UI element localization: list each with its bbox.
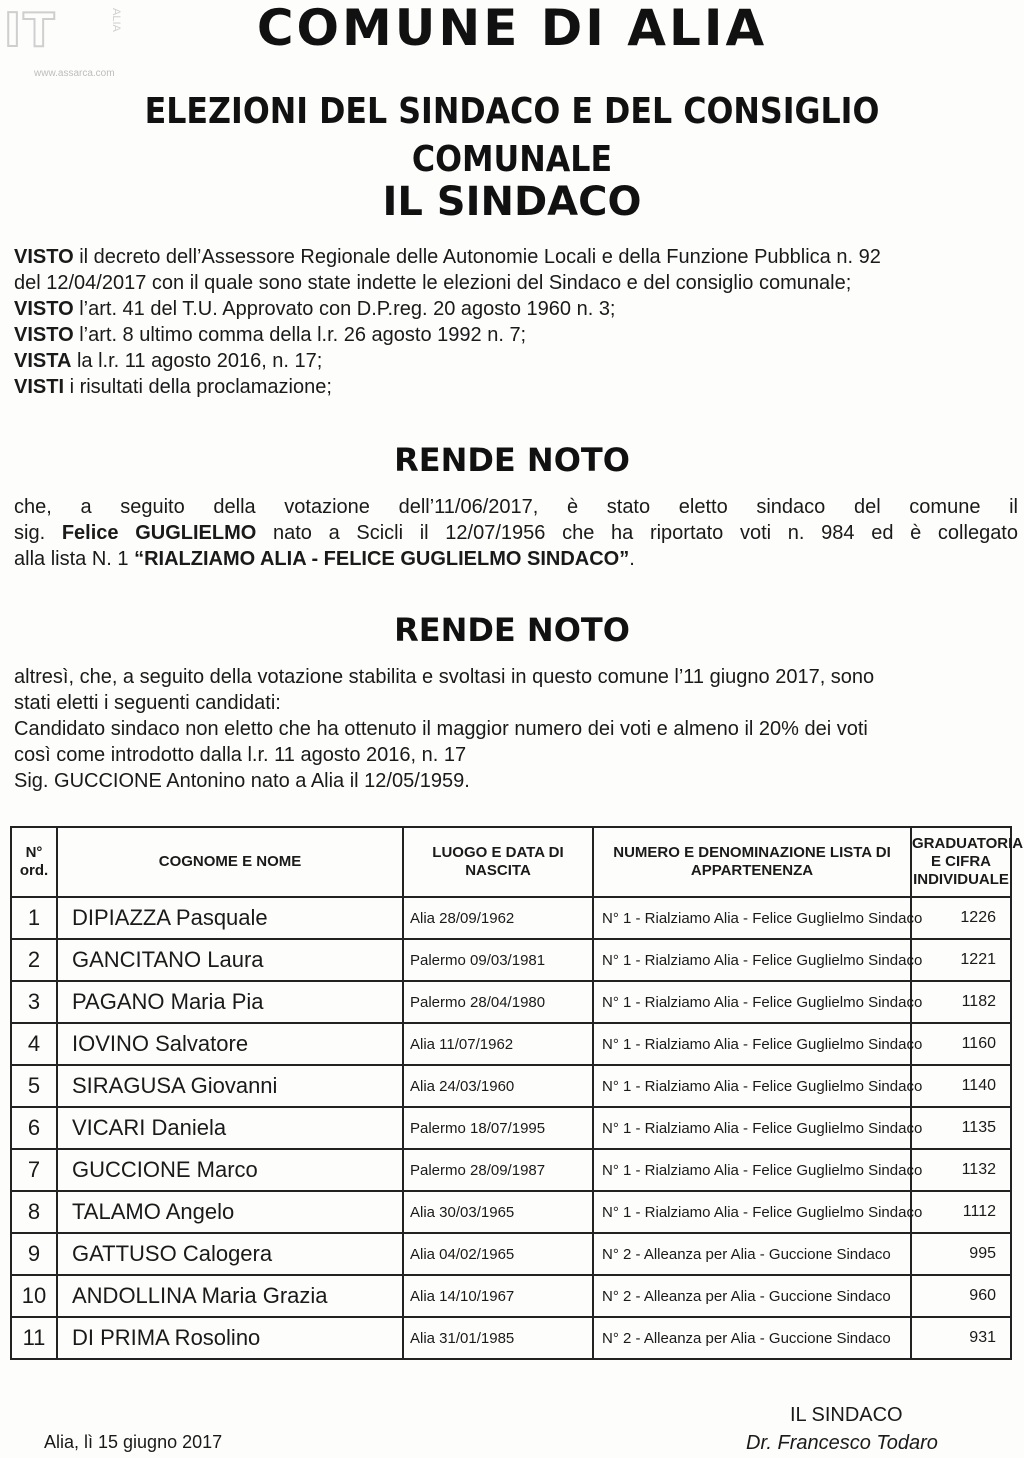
cell-birth: Alia 11/07/1962 xyxy=(403,1023,593,1065)
document-subtitle: ELEZIONI DEL SINDACO E DEL CONSIGLIO COMUNALE xyxy=(144,91,880,180)
cell-name: IOVINO Salvatore xyxy=(57,1023,403,1065)
cell-list: N° 1 - Rialziamo Alia - Felice Guglielmo Sindaco xyxy=(593,897,911,939)
notice-line: stati eletti i seguenti candidati: xyxy=(14,692,281,714)
cell-votes: 1226 xyxy=(911,897,1011,939)
cell-votes: 1112 xyxy=(911,1191,1011,1233)
cell-list: N° 1 - Rialziamo Alia - Felice Guglielmo Sindaco xyxy=(593,1107,911,1149)
notice-line: Sig. GUCCIONE Antonino nato a Alia il 12/05/1959. xyxy=(14,770,470,792)
cell-birth: Alia 04/02/1965 xyxy=(403,1233,593,1275)
cell-votes: 1221 xyxy=(911,939,1011,981)
cell-ord: 3 xyxy=(11,981,57,1023)
cell-name: GUCCIONE Marco xyxy=(57,1149,403,1191)
cell-birth: Alia 30/03/1965 xyxy=(403,1191,593,1233)
cell-ord: 11 xyxy=(11,1317,57,1359)
document-date: Alia, lì 15 giugno 2017 xyxy=(44,1432,223,1452)
notice-text: nato a Scicli il 12/07/1956 che ha riportato voti n. 984 ed è collegato xyxy=(256,522,1018,544)
table-row xyxy=(11,1023,1011,1065)
table-row xyxy=(11,1107,1011,1149)
col-header-list: NUMERO E DENOMINAZIONE LISTA DI APPARTENENZA xyxy=(593,827,911,897)
authority-heading: IL SINDACO xyxy=(382,179,642,225)
elected-mayor-name: Felice GUGLIELMO xyxy=(61,522,257,544)
table-row xyxy=(11,1233,1011,1275)
cell-birth: Palermo 28/09/1987 xyxy=(403,1149,593,1191)
premise-keyword: VISTA xyxy=(14,350,72,372)
table-row xyxy=(11,1317,1011,1359)
cell-ord: 1 xyxy=(11,897,57,939)
notice-line: altresì, che, a seguito della votazione stabilita e svoltasi in questo comune l’11 giugno 2017, sono xyxy=(14,666,875,688)
cell-list: N° 2 - Alleanza per Alia - Guccione Sindaco xyxy=(593,1275,911,1317)
cell-list: N° 2 - Alleanza per Alia - Guccione Sindaco xyxy=(593,1317,911,1359)
cell-birth: Palermo 28/04/1980 xyxy=(403,981,593,1023)
cell-name: ANDOLLINA Maria Grazia xyxy=(57,1275,403,1317)
premise-keyword: VISTI xyxy=(14,376,65,398)
cell-name: DIPIAZZA Pasquale xyxy=(57,897,403,939)
premise-line xyxy=(14,270,1018,296)
premises-block xyxy=(14,244,1018,400)
cell-votes: 1135 xyxy=(911,1107,1011,1149)
cell-birth: Palermo 18/07/1995 xyxy=(403,1107,593,1149)
cell-name: GANCITANO Laura xyxy=(57,939,403,981)
elected-councillors-table xyxy=(10,826,1024,1360)
premise-line xyxy=(14,322,1018,348)
premise-line xyxy=(14,296,1018,322)
premise-keyword: VISTO xyxy=(14,246,74,268)
cell-votes: 1140 xyxy=(911,1065,1011,1107)
table-row xyxy=(11,1065,1011,1107)
cell-name: TALAMO Angelo xyxy=(57,1191,403,1233)
cell-birth: Alia 14/10/1967 xyxy=(403,1275,593,1317)
cell-votes: 1132 xyxy=(911,1149,1011,1191)
cell-ord: 7 xyxy=(11,1149,57,1191)
cell-list: N° 2 - Alleanza per Alia - Guccione Sindaco xyxy=(593,1233,911,1275)
cell-name: DI PRIMA Rosolino xyxy=(57,1317,403,1359)
table-row xyxy=(11,939,1011,981)
premise-text: il decreto dell’Assessore Regionale delle Autonomie Locali e della Funzione Pubblica n. 92 xyxy=(73,246,881,268)
table-row xyxy=(11,897,1011,939)
premise-keyword: VISTO xyxy=(14,298,74,320)
cell-name: SIRAGUSA Giovanni xyxy=(57,1065,403,1107)
premise-keyword: VISTO xyxy=(14,324,74,346)
notice-text: . xyxy=(629,548,635,570)
watermark-side-text: ALIA xyxy=(110,8,122,32)
cell-birth: Alia 28/09/1962 xyxy=(403,897,593,939)
watermark-url: www.assarca.com xyxy=(34,68,115,79)
premise-text: i risultati della proclamazione; xyxy=(64,376,332,398)
signature-title: IL SINDACO xyxy=(790,1404,903,1426)
cell-ord: 9 xyxy=(11,1233,57,1275)
cell-votes: 995 xyxy=(911,1233,1011,1275)
cell-votes: 960 xyxy=(911,1275,1011,1317)
table-row xyxy=(11,1191,1011,1233)
cell-birth: Alia 31/01/1985 xyxy=(403,1317,593,1359)
table-header-row xyxy=(11,827,1011,897)
rende-noto-heading-2: RENDE NOTO xyxy=(394,611,630,649)
cell-list: N° 1 - Rialziamo Alia - Felice Guglielmo Sindaco xyxy=(593,1191,911,1233)
mayor-list-name: “RIALZIAMO ALIA - FELICE GUGLIELMO SINDACO” xyxy=(134,548,630,570)
notice-line: Candidato sindaco non eletto che ha ottenuto il maggior numero dei voti e almeno il 20% dei voti xyxy=(14,718,868,740)
signature-name: Dr. Francesco Todaro xyxy=(746,1432,938,1454)
cell-votes: 931 xyxy=(911,1317,1011,1359)
cell-name: PAGANO Maria Pia xyxy=(57,981,403,1023)
cell-list: N° 1 - Rialziamo Alia - Felice Guglielmo Sindaco xyxy=(593,1065,911,1107)
cell-votes: 1160 xyxy=(911,1023,1011,1065)
cell-birth: Palermo 09/03/1981 xyxy=(403,939,593,981)
cell-ord: 2 xyxy=(11,939,57,981)
cell-list: N° 1 - Rialziamo Alia - Felice Guglielmo Sindaco xyxy=(593,939,911,981)
councillors-paragraph xyxy=(14,664,1018,794)
notice-line xyxy=(14,546,1018,572)
premise-text: l’art. 41 del T.U. Approvato con D.P.reg. 20 agosto 1960 n. 3; xyxy=(73,298,616,320)
notice-text: alla lista N. 1 xyxy=(14,548,135,570)
cell-name: VICARI Daniela xyxy=(57,1107,403,1149)
notice-line xyxy=(14,520,1018,546)
rende-noto-heading: RENDE NOTO xyxy=(394,441,630,479)
notice-text: sig. xyxy=(14,522,62,544)
col-header-birth: LUOGO E DATA DI NASCITA xyxy=(403,827,593,897)
notice-line: che, a seguito della votazione dell’11/06/2017, è stato eletto sindaco del comune il xyxy=(14,496,1018,518)
cell-list: N° 1 - Rialziamo Alia - Felice Guglielmo Sindaco xyxy=(593,1023,911,1065)
notice-line: così come introdotto dalla l.r. 11 agosto 2016, n. 17 xyxy=(14,744,467,766)
table-row xyxy=(11,1275,1011,1317)
cell-votes: 1182 xyxy=(911,981,1011,1023)
mayor-election-paragraph xyxy=(14,494,1018,572)
watermark-logo-text: IT xyxy=(4,3,57,57)
cell-list: N° 1 - Rialziamo Alia - Felice Guglielmo Sindaco xyxy=(593,981,911,1023)
premise-text: del 12/04/2017 con il quale sono state indette le elezioni del Sindaco e del consiglio comunale; xyxy=(14,272,852,294)
cell-ord: 6 xyxy=(11,1107,57,1149)
cell-list: N° 1 - Rialziamo Alia - Felice Guglielmo Sindaco xyxy=(593,1149,911,1191)
premise-line xyxy=(14,348,1018,374)
cell-ord: 5 xyxy=(11,1065,57,1107)
col-header-votes: GRADUATORIA E CIFRA INDIVIDUALE xyxy=(911,827,1011,897)
cell-birth: Alia 24/03/1960 xyxy=(403,1065,593,1107)
document-title: COMUNE DI ALIA xyxy=(256,0,768,57)
premise-text: l’art. 8 ultimo comma della l.r. 26 agosto 1992 n. 7; xyxy=(73,324,527,346)
col-header-name: COGNOME E NOME xyxy=(57,827,403,897)
cell-name: GATTUSO Calogera xyxy=(57,1233,403,1275)
cell-ord: 10 xyxy=(11,1275,57,1317)
cell-ord: 8 xyxy=(11,1191,57,1233)
col-header-ord: N° ord. xyxy=(11,827,57,897)
cell-ord: 4 xyxy=(11,1023,57,1065)
premise-text: la l.r. 11 agosto 2016, n. 17; xyxy=(71,350,323,372)
premise-line xyxy=(14,244,1018,270)
table-row xyxy=(11,1149,1011,1191)
table-row xyxy=(11,981,1011,1023)
premise-line xyxy=(14,374,1018,400)
